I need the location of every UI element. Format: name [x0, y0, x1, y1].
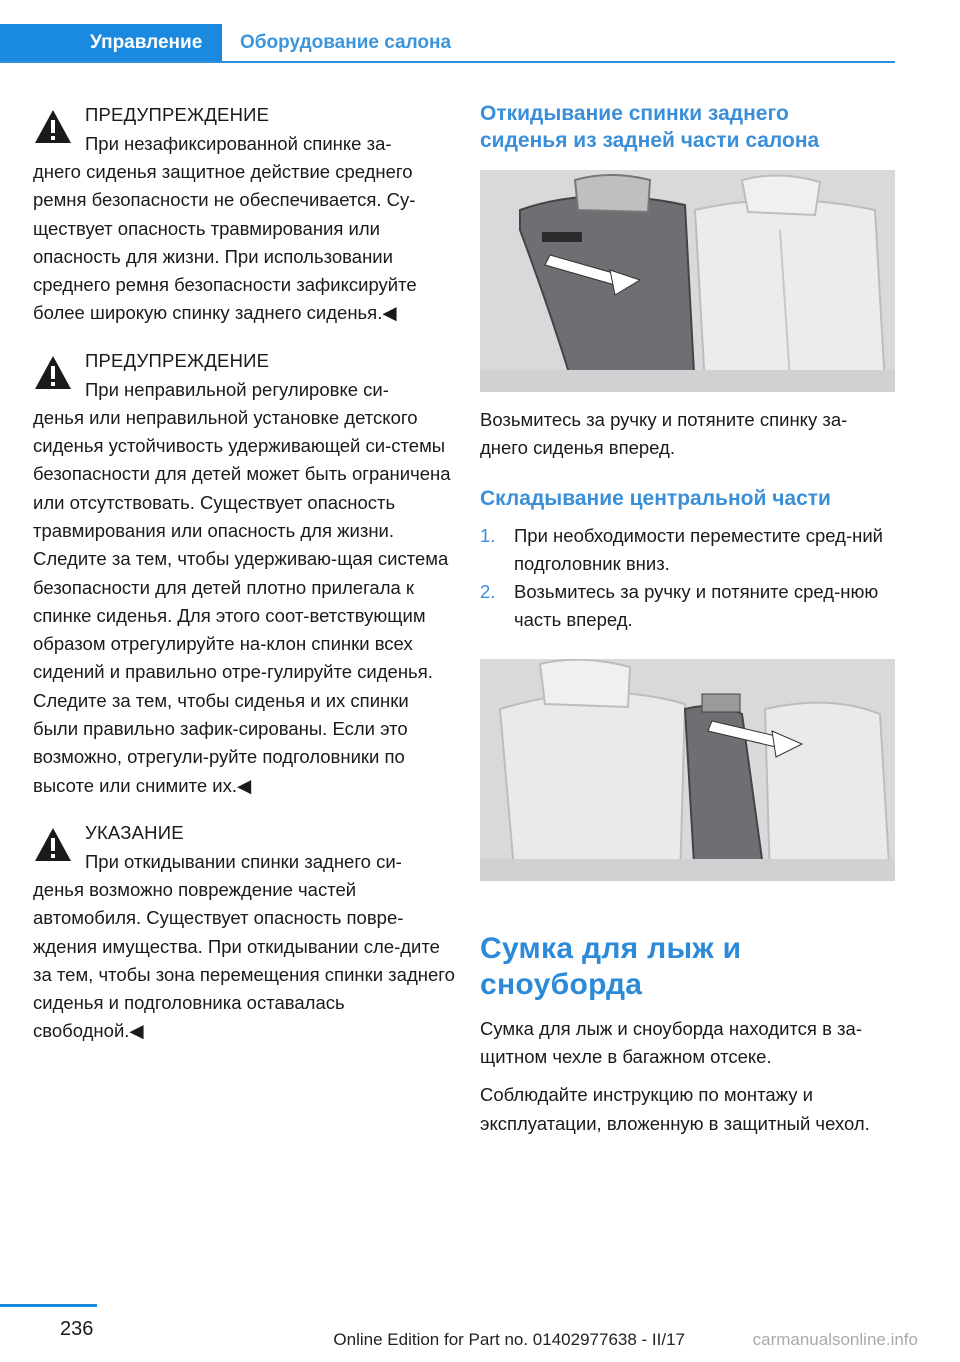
step-number: 1. — [480, 524, 496, 546]
warning-text: денья или неправильной установке детского сиденья устойчивость удерживающей си-стемы безопасности для детей может быть ограничена или отсутствовать. Существует опасность травмирования или опасность для жизни. Следите за тем, чтобы удерживаю-щая система безопасности для детей плотно прилегала к спинке сиденья. Для этого соот-ветствующим образом отрегулируйте на-клон спинки всех сидений и правильно отре-гулируйте сиденья. Следите за тем, чтобы сиденья и их спинки были правильно зафик-сированы. Если это возможно, отрегули-руйте подголовники по высоте или снимите их.◀ — [33, 406, 451, 796]
warning-first-line: При неправильной регулировке си- — [85, 378, 389, 400]
warning-text: днего сиденья защитное действие среднего ремня безопасности не обеспечивается. Су-ществует опасность травмирования или опасность для жизни. При использовании среднего ремня безопасности зафиксируйте более широкую спинку заднего сиденья.◀ — [33, 161, 417, 324]
seat-illustration — [480, 170, 895, 392]
section-tab[interactable]: Управление — [0, 24, 222, 61]
step-text: Возьмитесь за ручку и потяните сред-нюю часть вперед. — [514, 581, 879, 631]
warning-block-1 — [33, 100, 458, 328]
watermark: carmanualsonline.info — [752, 1330, 918, 1349]
warning-first-line: При незафиксированной спинке за- — [85, 133, 392, 154]
section-heading-center-fold: Складывание центральной части — [480, 486, 831, 510]
warning-triangle-icon — [33, 108, 73, 146]
notice-title: УКАЗАНИЕ — [85, 821, 184, 843]
step-item — [480, 578, 895, 635]
step-number: 2. — [480, 581, 496, 603]
footer-rule — [0, 1304, 97, 1307]
page-header — [0, 24, 895, 62]
step-item — [480, 522, 895, 579]
warning-triangle-icon — [33, 354, 73, 392]
notice-first-line: При откидывании спинки заднего си- — [85, 850, 402, 872]
subsection-tab[interactable]: Оборудование салона — [240, 32, 452, 53]
warning-triangle-icon — [33, 826, 73, 864]
ski-bag-heading: Сумка для лыж и сноуборда — [480, 931, 742, 1001]
step-text: При необходимости переместите сред-ний подголовник вниз. — [514, 524, 883, 574]
notice-text: денья возможно повреждение частей автомобиля. Существует опасность повре-ждения имущества. При откидывании сле-дите за тем, чтобы зона перемещения спинки заднего сиденья и подголовника оставалась свободной.◀ — [33, 878, 455, 1042]
warning-block-2 — [33, 346, 458, 800]
page-number: 236 — [60, 1318, 94, 1340]
section-heading-fold-from-rear: Откидывание спинки заднего сиденья из задней части салона — [480, 102, 820, 152]
center-section-photo — [480, 659, 895, 881]
center-fold-steps — [480, 522, 895, 635]
ski-bag-location-text: Сумка для лыж и сноуборда находится в за-щитном чехле в багажном отсеке. — [480, 1017, 862, 1068]
center-seat-illustration — [480, 659, 895, 881]
left-column — [33, 100, 458, 1064]
right-column — [480, 100, 895, 1138]
rear-seat-backrest-photo — [480, 170, 895, 392]
edition-label: Online Edition for Part no. 01402977638 - II/17 — [333, 1330, 685, 1349]
fold-instruction-text: Возьмитесь за ручку и потяните спинку за-днего сиденья вперед. — [480, 409, 848, 459]
warning-title: ПРЕДУПРЕЖДЕНИЕ — [85, 349, 270, 371]
warning-title: ПРЕДУПРЕЖДЕНИЕ — [85, 104, 270, 125]
notice-block-3 — [33, 818, 458, 1046]
header-rule — [0, 61, 895, 63]
ski-bag-instruction-text: Соблюдайте инструкцию по монтажу и эксплуатации, вложенную в защитный чехол. — [480, 1084, 870, 1134]
